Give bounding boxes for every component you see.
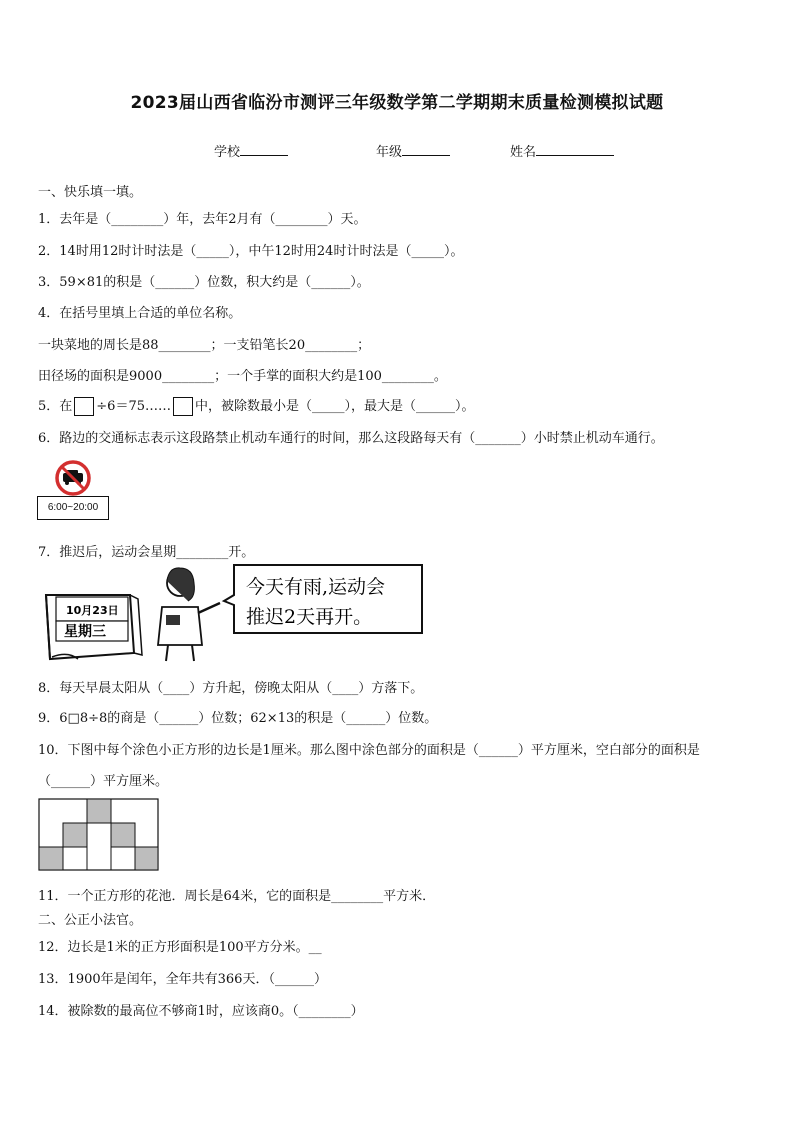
- speech-line-2: 推迟2天再开。: [246, 606, 373, 628]
- question-4-line-a: 一块菜地的周长是88________；一支铅笔长20________；: [38, 338, 371, 353]
- remainder-box[interactable]: [173, 397, 193, 416]
- page-title: 2023届山西省临汾市测评三年级数学第二学期期末质量检测模拟试题: [130, 93, 664, 113]
- question-3: 3．59×81的积是（______）位数，积大约是（______）。: [38, 275, 370, 290]
- teacher-icon: [158, 568, 220, 661]
- shaded-grid-figure: [38, 798, 160, 871]
- question-12: 12．边长是1米的正方形面积是100平方分米。__: [38, 940, 322, 955]
- question-7-figure: [38, 563, 428, 663]
- grade-label: 年级: [376, 145, 403, 160]
- section-1-heading: 一、快乐填一填。: [38, 185, 143, 200]
- calendar-and-teacher-illustration: [38, 563, 428, 663]
- q5-part-2: ÷6＝75……: [96, 399, 171, 414]
- question-6: 6．路边的交通标志表示这段路禁止机动车通行的时间，那么这段路每天有（_______）小时禁止机动车通行。: [38, 431, 664, 446]
- question-13: 13．1900年是闰年，全年共有366天．（______）: [38, 972, 327, 987]
- question-4: 4．在括号里填上合适的单位名称。: [38, 306, 242, 321]
- question-14: 14．被除数的最高位不够商1时，应该商0。（________）: [38, 1004, 364, 1019]
- question-2: 2．14时用12时计时法是（_____），中午12时用24时计时法是（_____）。: [38, 244, 464, 259]
- name-blank[interactable]: [536, 141, 614, 156]
- name-label: 姓名: [510, 145, 537, 160]
- dividend-box[interactable]: [74, 397, 94, 416]
- calendar-date-text: 10月23日: [66, 604, 119, 617]
- question-7: 7．推迟后，运动会星期________开。: [38, 545, 255, 560]
- question-9: 9．6□8÷8的商是（______）位数；62×13的积是（______）位数。: [38, 711, 438, 726]
- shaded-square-grid: [38, 798, 160, 871]
- question-10-line-b: （______）平方厘米。: [38, 774, 169, 789]
- school-field: [214, 141, 288, 160]
- speech-line-1: 今天有雨,运动会: [246, 576, 386, 598]
- question-4-line-b: 田径场的面积是9000________；一个手掌的面积大约是100________。: [38, 369, 447, 384]
- school-blank[interactable]: [240, 141, 288, 156]
- question-10-line-a: 10．下图中每个涂色小正方形的边长是1厘米。那么图中涂色部分的面积是（______）平方厘米，空白部分的面积是: [38, 743, 700, 758]
- q5-part-3: 中，被除数最小是（_____），最大是（______）。: [195, 399, 475, 414]
- question-11: 11．一个正方形的花池．周长是64米，它的面积是________平方米．: [38, 889, 436, 904]
- question-1: 1．去年是（________）年，去年2月有（________）天。: [38, 212, 367, 227]
- grade-blank[interactable]: [402, 141, 450, 156]
- section-2-heading: 二、公正小法官。: [38, 913, 143, 928]
- school-label: 学校: [214, 145, 241, 160]
- question-8: 8．每天早晨太阳从（____）方升起，傍晚太阳从（____）方落下。: [38, 681, 424, 696]
- sign-time-plate: 6:00~20:00: [37, 496, 109, 520]
- no-vehicle-sign-icon: [37, 460, 109, 498]
- q5-part-1: 5．在: [38, 399, 73, 414]
- calendar-day-text: 星期三: [64, 624, 106, 640]
- name-field: [510, 141, 614, 160]
- grade-field: [376, 141, 450, 160]
- traffic-sign: [37, 460, 109, 520]
- question-5: [38, 395, 475, 416]
